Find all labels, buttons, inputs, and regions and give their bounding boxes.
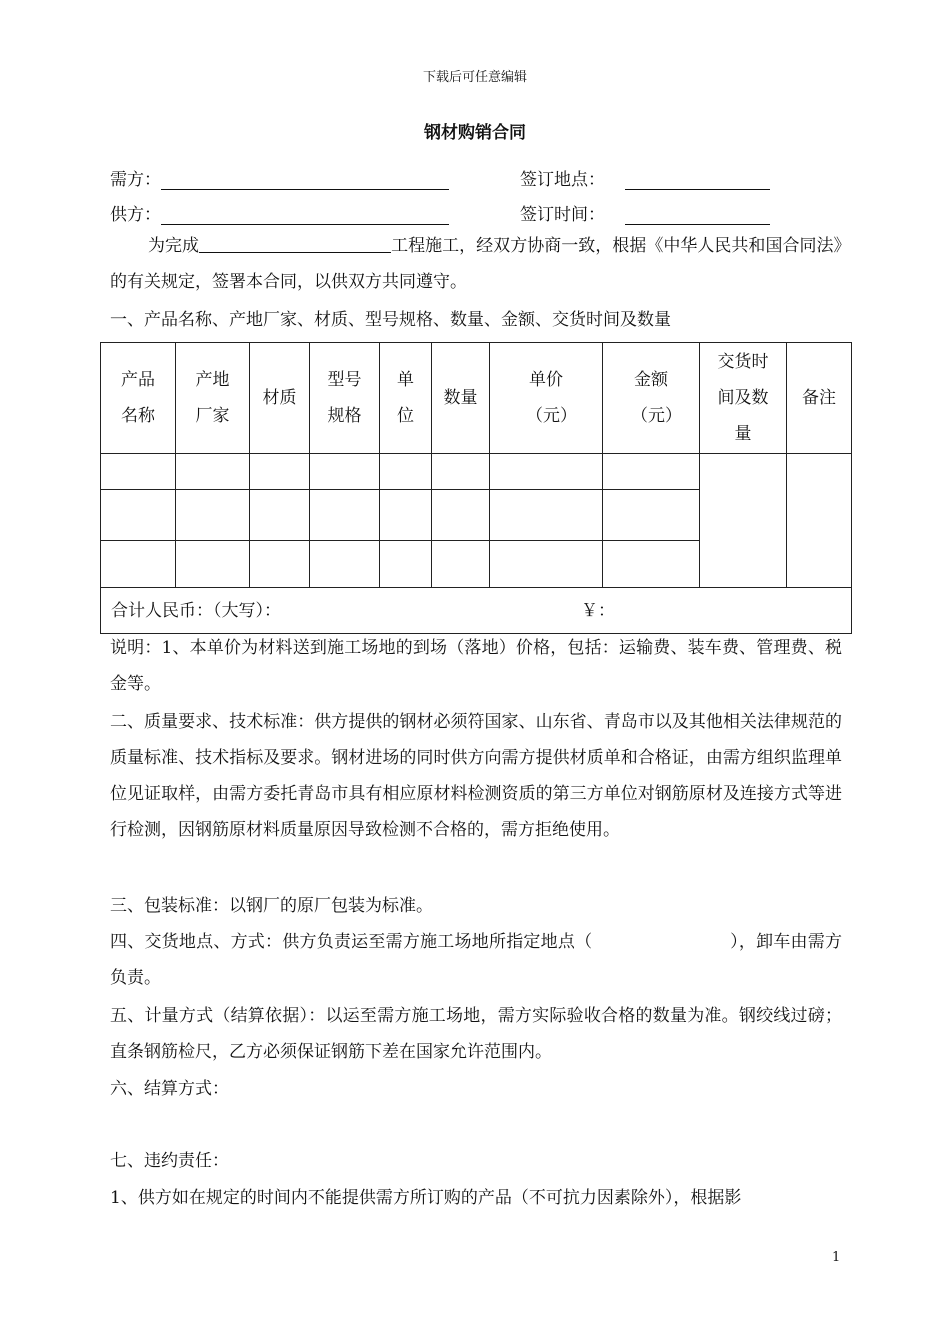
section-5-measurement: 五、计量方式（结算依据）：以运至需方施工场地，需方实际验收合格的数量为准。钢绞线过磅；直条钢筋检尺，乙方必须保证钢筋下差在国家允许范围内。 (110, 1006, 842, 1062)
document-title: 钢材购销合同 (424, 123, 526, 143)
supplier-label: 供方： (110, 205, 161, 225)
delivery-cell[interactable] (700, 454, 787, 588)
signing-time-blank[interactable] (625, 206, 770, 225)
table-row (101, 454, 852, 490)
section-3-packaging: 三、包装标准：以钢厂的原厂包装为标准。 (110, 896, 433, 916)
total-label: 合计人民币：（大写）： (111, 600, 281, 621)
buyer-blank[interactable] (161, 171, 449, 190)
intro-text-2: 工程施工，经双方协商一致，根据《中华人民共和国合同法》的有关规定，签署本合同，以供双方共同遵守。 (110, 236, 843, 292)
header-origin-factory: 产地厂家 (176, 343, 250, 454)
supplier-line (110, 200, 449, 225)
note-paragraph: 说明：1、本单价为材料送到施工场地的到场（落地）价格，包括：运输费、装车费、管理费、税金等。 (110, 638, 842, 694)
header-remarks: 备注 (787, 343, 852, 454)
buyer-line (110, 165, 449, 190)
header-unit: 单位 (380, 343, 432, 454)
signing-place-blank[interactable] (625, 171, 770, 190)
section-1-title: 一、产品名称、产地厂家、材质、型号规格、数量、金额、交货时间及数量 (110, 310, 671, 330)
remarks-cell[interactable] (787, 454, 852, 588)
header-material: 材质 (250, 343, 310, 454)
header-note: 下载后可任意编辑 (422, 70, 527, 85)
signing-time-line (520, 200, 770, 225)
signing-time-label: 签订时间： (520, 205, 605, 225)
section-7-liability: 七、违约责任： (110, 1151, 229, 1171)
section-6-settlement: 六、结算方式： (110, 1079, 229, 1099)
header-delivery: 交货时间及数量 (700, 343, 787, 454)
header-quantity: 数量 (432, 343, 490, 454)
product-table (100, 342, 852, 634)
page-number: 1 (832, 1250, 841, 1265)
header-model-spec: 型号规格 (310, 343, 380, 454)
buyer-label: 需方： (110, 170, 161, 190)
intro-text-1: 为完成 (148, 236, 200, 256)
signing-place-line (520, 165, 770, 190)
supplier-blank[interactable] (161, 206, 449, 225)
signing-place-label: 签订地点： (520, 170, 605, 190)
header-product-name: 产品名称 (101, 343, 176, 454)
table-header-row (101, 343, 852, 454)
yen-label: ￥： (581, 600, 615, 621)
section-2-quality: 二、质量要求、技术标准：供方提供的钢材必须符国家、山东省、青岛市以及其他相关法律规范的质量标准、技术指标及要求。钢材进场的同时供方向需方提供材质单和合格证，由需方组织监理单位见证取样，由需方委托青岛市具有相应原材料检测资质的第三方单位对钢筋原材及连接方式等进行检测，因钢筋原材料质量原因导致检测不合格的，需方拒绝使用。 (110, 712, 842, 840)
clause-7-1: 1、供方如在规定的时间内不能提供需方所订购的产品（不可抗力因素除外），根据影 (110, 1188, 742, 1208)
header-unit-price: 单价（元） (490, 343, 603, 454)
project-name-blank[interactable] (199, 234, 391, 253)
intro-paragraph (110, 228, 842, 300)
total-cell[interactable] (101, 588, 852, 634)
table-total-row (101, 588, 852, 634)
section-4-delivery: 四、交货地点、方式：供方负责运至需方施工场地所指定地点（ ），卸车由需方负责。 (110, 932, 842, 988)
header-amount: 金额（元） (603, 343, 700, 454)
